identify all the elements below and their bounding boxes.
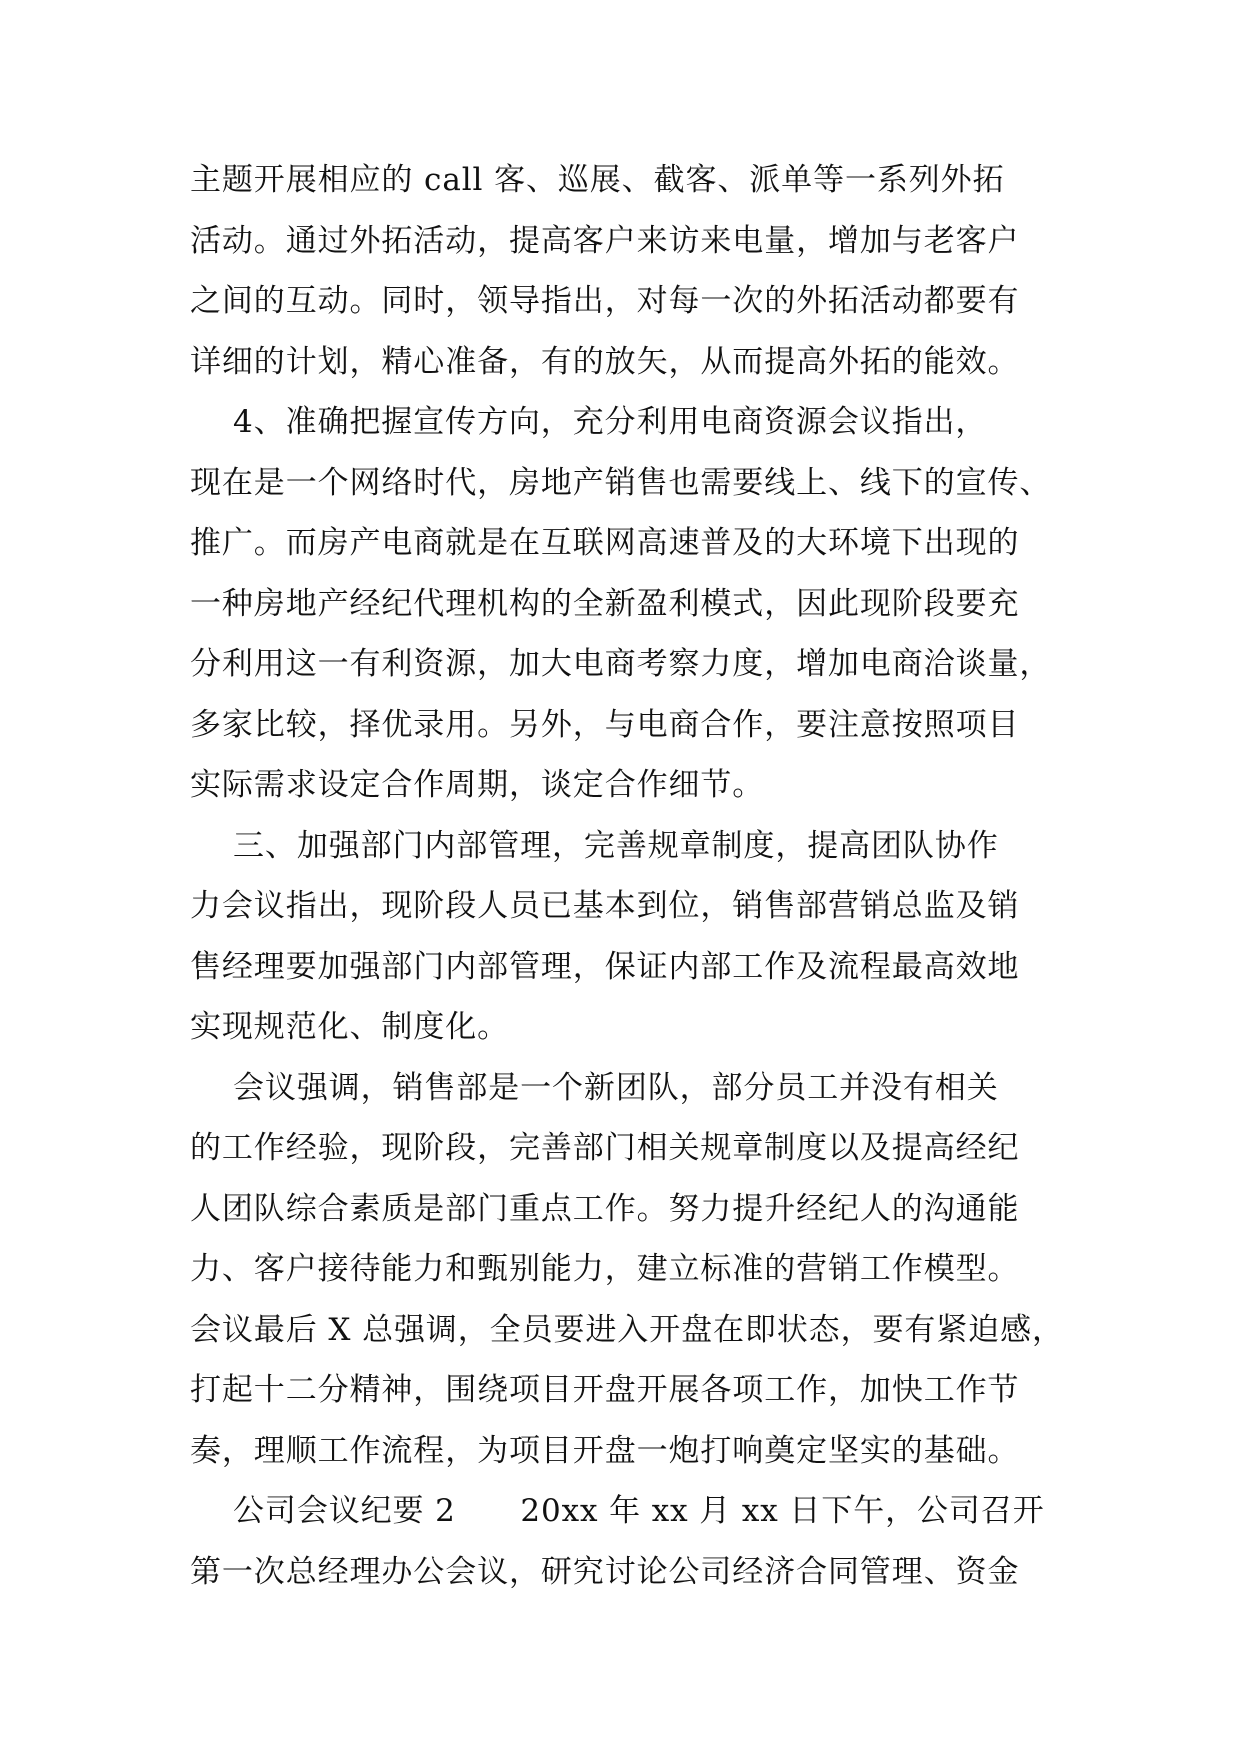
text-line: 实际需求设定合作周期，谈定合作细节。: [190, 767, 765, 803]
text-line: 一种房地产经纪代理机构的全新盈利模式，因此现阶段要充: [190, 585, 1020, 622]
text-line: 三、加强部门内部管理，完善规章制度，提高团队协作: [190, 827, 999, 864]
text-line: 人团队综合素质是部门重点工作。努力提升经纪人的沟通能: [190, 1190, 1020, 1227]
text-line: 活动。通过外拓活动，提高客户来访来电量，增加与老客户: [190, 222, 1020, 259]
text-line: 多家比较，择优录用。另外，与电商合作，要注意按照项目: [190, 706, 1020, 743]
text-line: 售经理要加强部门内部管理，保证内部工作及流程最高效地: [190, 948, 1020, 985]
text-line: 分利用这一有利资源，加大电商考察力度，增加电商洽谈量，: [190, 646, 1052, 682]
text-line: 之间的互动。同时，领导指出，对每一次的外拓活动都要有: [190, 283, 1020, 319]
text-line: 主题开展相应的 call 客、巡展、截客、派单等一系列外拓: [190, 162, 1005, 198]
text-line: 会议最后 X 总强调，全员要进入开盘在即状态，要有紧迫感，: [190, 1311, 1064, 1348]
text-line: 详细的计划，精心准备，有的放矢，从而提高外拓的能效。: [190, 343, 1020, 380]
text-line: 会议强调，销售部是一个新团队，部分员工并没有相关: [190, 1069, 999, 1106]
text-line: 第一次总经理办公会议，研究讨论公司经济合同管理、资金: [190, 1553, 1020, 1590]
text-line: 现在是一个网络时代，房地产销售也需要线上、线下的宣传、: [190, 464, 1052, 501]
text-line: 4、准确把握宣传方向，充分利用电商资源会议指出，: [190, 404, 988, 440]
text-line: 力、客户接待能力和甄别能力，建立标准的营销工作模型。: [190, 1251, 1020, 1287]
text-line: 力会议指出，现阶段人员已基本到位，销售部营销总监及销: [190, 888, 1020, 924]
text-line: 实现规范化、制度化。: [190, 1009, 509, 1045]
text-line: 打起十二分精神，围绕项目开盘开展各项工作，加快工作节: [190, 1372, 1020, 1408]
text-line: 推广。而房产电商就是在互联网高速普及的大环境下出现的: [190, 525, 1020, 561]
text-line: 公司会议纪要 2 20xx 年 xx 月 xx 日下午，公司召开: [190, 1493, 1045, 1529]
text-line: 的工作经验，现阶段，完善部门相关规章制度以及提高经纪: [190, 1130, 1020, 1166]
text-line: 奏，理顺工作流程，为项目开盘一炮打响奠定坚实的基础。: [190, 1432, 1020, 1469]
document-body: [190, 150, 1070, 1602]
